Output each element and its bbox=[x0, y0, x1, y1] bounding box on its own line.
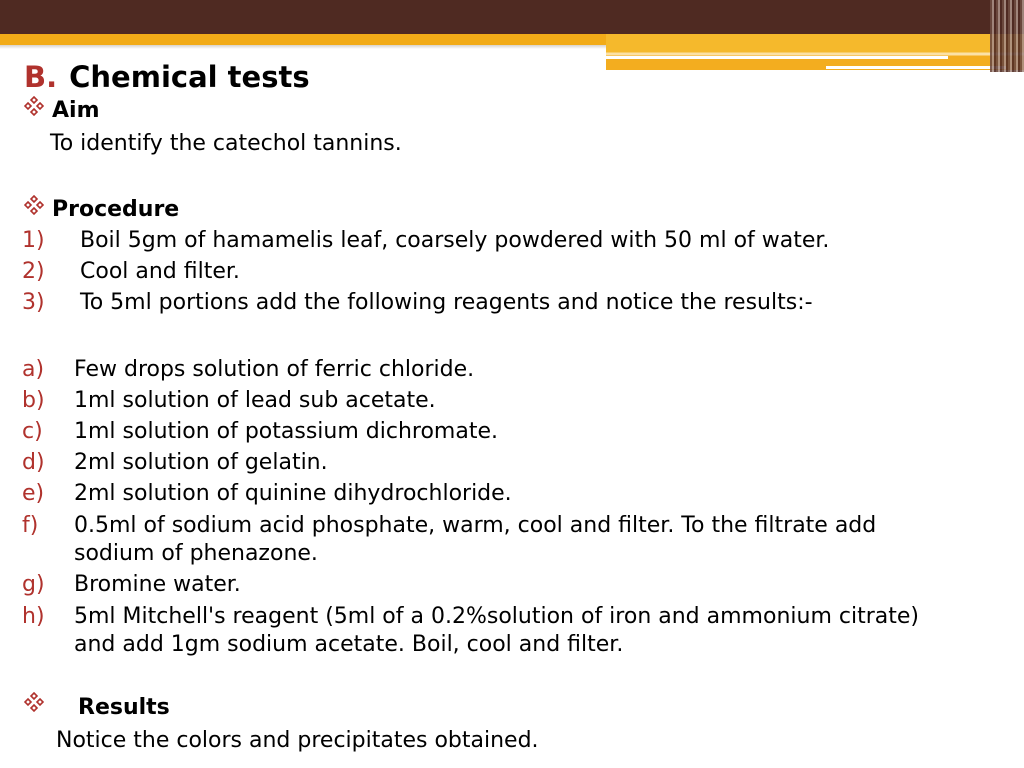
reagent-marker: f) bbox=[22, 513, 39, 538]
reagent-marker: a) bbox=[22, 357, 45, 382]
reagent-text: 1ml solution of potassium dichromate. bbox=[74, 419, 498, 444]
header-brown-band bbox=[0, 0, 1024, 34]
reagent-marker: e) bbox=[22, 481, 45, 506]
reagent-text-continued: sodium of phenazone. bbox=[74, 541, 318, 566]
title-text: Chemical tests bbox=[69, 60, 310, 94]
step-marker: 1) bbox=[22, 228, 45, 253]
slide-title bbox=[24, 58, 310, 96]
reagent-marker: d) bbox=[22, 450, 45, 475]
diamond-bullet-icon bbox=[24, 96, 44, 116]
step-marker: 3) bbox=[22, 290, 45, 315]
reagent-marker: g) bbox=[22, 572, 45, 597]
reagent-text: 2ml solution of quinine dihydrochloride. bbox=[74, 481, 512, 506]
title-section-letter: B. bbox=[24, 60, 58, 94]
reagent-marker: c) bbox=[22, 419, 43, 444]
reagent-text: 1ml solution of lead sub acetate. bbox=[74, 388, 436, 413]
reagent-text-continued: and add 1gm sodium acetate. Boil, cool and filter. bbox=[74, 632, 624, 657]
reagent-text: Bromine water. bbox=[74, 572, 241, 597]
aim-heading: Aim bbox=[52, 98, 100, 123]
reagent-text: 5ml Mitchell's reagent (5ml of a 0.2%solution of iron and ammonium citrate) bbox=[74, 604, 919, 629]
results-text: Notice the colors and precipitates obtained. bbox=[56, 728, 539, 753]
step-marker: 2) bbox=[22, 259, 45, 284]
results-heading: Results bbox=[78, 695, 170, 720]
step-text: Boil 5gm of hamamelis leaf, coarsely powdered with 50 ml of water. bbox=[80, 228, 830, 253]
header-shadow bbox=[0, 45, 606, 49]
header-stripes bbox=[990, 0, 1024, 72]
reagent-marker: b) bbox=[22, 388, 45, 413]
header-accent-line-short bbox=[826, 66, 1006, 69]
reagent-text: Few drops solution of ferric chloride. bbox=[74, 357, 475, 382]
step-text: To 5ml portions add the following reagents and notice the results:- bbox=[80, 290, 813, 315]
header-accent-line bbox=[606, 56, 948, 59]
reagent-text: 2ml solution of gelatin. bbox=[74, 450, 328, 475]
diamond-bullet-icon bbox=[24, 692, 44, 712]
step-text: Cool and filter. bbox=[80, 259, 240, 284]
diamond-bullet-icon bbox=[24, 195, 44, 215]
header-right-gold-block bbox=[606, 34, 1024, 70]
reagent-marker: h) bbox=[22, 604, 45, 629]
aim-text: To identify the catechol tannins. bbox=[50, 131, 402, 156]
procedure-heading: Procedure bbox=[52, 197, 180, 222]
reagent-text: 0.5ml of sodium acid phosphate, warm, cool and filter. To the filtrate add bbox=[74, 513, 877, 538]
